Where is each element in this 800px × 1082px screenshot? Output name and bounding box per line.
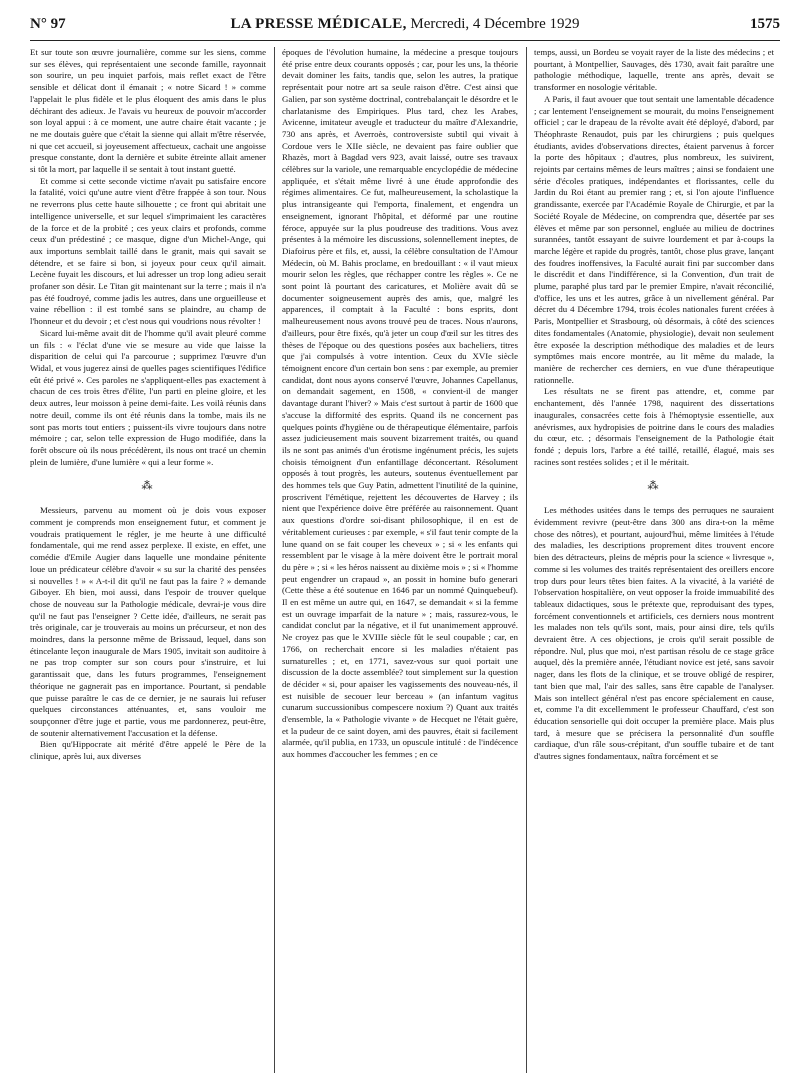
column-rule-right: [526, 47, 527, 1073]
text-column-3: [534, 47, 774, 1073]
paragraph: temps, aussi, un Bordeu se voyait rayer de la liste des médecins ; et pourtant, à Montpellier, Sauvages, dès 1730, avait fait paraître une pathologie méthodique, laquelle, trente ans après, devait se transformer en nosologie véritable.: [534, 47, 774, 93]
running-title: [30, 16, 780, 33]
paragraph: Messieurs, parvenu au moment où je dois vous exposer comment je comprends mon enseignement futur, et comment je voudrais pratiquement le régler, je me heurte à une difficulté fondamentale, qui me rend assez perplexe. Il existe, en effet, une comédie d'Emile Augier dans laquelle une mondaine pénitente loue un prédicateur célèbre d'avoir « su sur la charité des pensées si nouvelles ! » « A-t-il dit qu'il ne faut pas la faire ? » demande Giboyer. Eh bien, moi aussi, dans l'espoir de trouver quelque chose de nouveau sur la Pathologie médicale, devrai-je vous dire qu'il ne faut pas l'enseigner ? Cette idée, d'ailleurs, ne serait pas très originale, car je trouverais au moins un précurseur, et non des moindres, dans la personne même de Brissaud, lequel, dans son étincelante leçon inaugurale de Mars 1905, invitait son auditoire à ne pas trop compter sur son cours pour s'instruire, et lui garantissait que, dans les futurs programmes, l'enseignement théorique ne gagnerait pas en importance. Pourtant, si pendable que puisse paraître le cas de ce dernier, je ne saurais lui refuser quelques circonstances atténuantes, et, sans vouloir me soupçonner d'être juge et partie, vous me pardonnerez, peut-être, de soutenir alternativement l'accusation et la défense.: [30, 505, 266, 738]
issue-number: N° 97: [30, 16, 66, 32]
paragraph: A Paris, il faut avouer que tout sentait une lamentable décadence ; car lentement l'enseignement se mourait, du moins l'enseignement officiel ; car le drapeau de la révolte avait été déployé, d'abord, par Théophraste Renaudot, puis par les chirurgiens ; puis quelques étudiants, avides d'observations directes, étaient parvenus à forcer la porte des hôpitaux ; d'autres, plus nombreux, les suivirent, rejoints par certains mêmes de leurs maîtres ; ainsi se fondaient une série d'écoles pratiques, indépendantes et florissantes, celle du Jardin du Roi étant au premier rang ; et, si l'on ajoute l'influence grandissante, exercée par l'Académie Royale de Chirurgie, et par la Société Royale de Médecine, on comprendra que, désertée par ses élèves et même par son personnel, engluée au milieu de doctrines surannées, tantôt essayant de suivre lourdement et par à-coups la marche légère et rapide du progrès, tantôt, chose plus grave, lançant des foudres inoffensives, la Faculté aurait fini par succomber dans le discrédit et dans l'indifférence, si la Convention, d'un trait de plume, paraphé plus tard par le premier Empire, n'avait réconcilié, d'office, les uns et les autres, grâce à un nivellement général. Par décret du 4 Décembre 1794, trois écoles nationales furent créées à Paris, Montpellier et Strasbourg, où désormais, à côté des sciences dites fondamentales (Anatomie, physiologie), devait non seulement être exposée la description méthodique des maladies et de leurs symptômes mais encore montrée, au lit même du malade, la manière de rechercher ces derniers, en vue d'une thérapeutique rationnelle.: [534, 93, 774, 385]
paragraph: Sicard lui-même avait dit de l'homme qu'il avait pleuré comme un fils : « l'éclat d'une vie se mesure au vide que laisse la disparition de celui qui l'a parcourue ; supprimez l'œuvre d'un Widal, et vous jugerez ainsi de quelles pages scientifiques l'édifice eût été privé ». Ces paroles ne s'appliquent-elles pas exactement à chacun de ces trois êtres d'élite, l'un parti en pleine gloire, et les deux autres, leur moisson à peine demi-faite. Les voilà réunis dans notre deuil, comme ils ont été réunis dans la tombe, mais ils ne sont pas morts tout entiers ; puissent-ils vivre toujours dans notre mémoire ; car, selon telle expression de Hugo modifiée, dans la forêt obscure où ils nous précédèrent, ils nous ont tracé un chemin plein de lumière, d'une lumière « qui a leur forme ».: [30, 327, 266, 467]
section-separator: ⁂: [647, 480, 661, 493]
text-column-2: [282, 47, 518, 1073]
page-header: [30, 14, 780, 41]
paragraph: Et comme si cette seconde victime n'avait pu satisfaire encore la fatalité, voici qu'une autre vient d'être frappée à son tour. Nous ne reverrons plus cette haute silhouette ; ce front qui abritait une intelligence universelle, et sur lequel s'imprimaient les caractères de la force et de la probité ; ces yeux clairs et profonds, comme ceux d'un prédestiné ; ce masque, digne d'un Michel-Ange, qui aux importuns semblait taillé dans le granit, mais qui savait se détendre, et se faire si bon, si joyeux pour ceux qu'il aimait. Lecène fuyait les discours, et lui adresser un trop long adieu serait profaner son désir. Le Titan git maintenant sur la terre ; mais il n'a pas été foudroyé, comme jadis les autres, dans une orgueilleuse et vaine rébellion : il est tombé sans se plaindre, au champ de l'honneur et du devoir ; et c'est nous qui voudrions nous révolter !: [30, 175, 266, 327]
column-rule-left: [274, 47, 275, 1073]
paragraph: Bien qu'Hippocrate ait mérité d'être appelé le Père de la clinique, après lui, aux diverses: [30, 739, 266, 762]
paragraph: époques de l'évolution humaine, la médecine a presque toujours été prise entre deux courants opposés ; car, pour les uns, la théorie devait dominer les faits, tandis que, selon les autres, la pratique représentait pour notre art sa seule raison d'être. C'est ainsi que Galien, par son système doctrinal, contrebalançait le désordre et le charlatanisme des Empiriques. Plus tard, chez les Arabes, Avicenne, imitateur aveugle et traducteur du maître d'Alexandrie, 730 ans après, et Averroès, controversiste subtil qui vivait à Cordoue vers le XIIe siècle, ne devaient pas faire oublier que Rhazès, mort à Bagdad vers 923, avait laissé, outre ses travaux célèbres sur la variole, une remarquable encyclopédie de médecine appliquée, et s'était même livré à une étude approfondie des régimes alimentaires. Ce fut, malheureusement, la scholastique la plus intransigeante qui l'emporta, finalement, et engendra un enseignement, ignorant l'hôpital, et déformé par une routine féroce, appuyée sur la plus poudreuse des traditions. Vous avez présentes à la mémoire les discussions, solennellement ineptes, de Diafoirus père et fils, et, aussi, la célèbre consultation de l'Amour Médecin, où M. Bahis proclame, en bredouillant : « il vaut mieux mourir selon les règles, que réchapper contre les règles ». Ce ne sont point là pourtant des caricatures, et Molière avait dû se documenter soigneusement auprès des amis, que, malgré les apparences, il comptait à la Faculté : bons esprits, dont malheureusement nous avons trouvé peu de traces. Nous n'aurons, d'ailleurs, pour être fixés, qu'à jeter un coup d'œil sur les titres des thèses de l'époque ou des questions posées aux bacheliers, titres que j'ai compulsés à votre intention. Ceux du XVIe siècle témoignent encore d'un certain bon sens : par exemple, au premier candidat, dont nous ayons conservé l'œuvre, Johannes Capellanus, on demandait sagement, en 1508, « convient-il de manger davantage durant l'hiver? » Mais c'est surtout à partir de 1600 que s'accuse la difformité des esprits. Quand ils ne concernent pas quelques points d'hygiène ou de thérapeutique élémentaire, parfois assez judicieusement mais souvent bizarrement traités, ou quand ils ne sont pas animés d'un érotisme ingénument précis, les sujets choisis témoignent d'un enfantillage déconcertant. Résolument opposés à tout progrès, les auteurs, soutenus éventuellement par des hommes tels que Guy Patin, admettent l'inutilité de la quinine, proscrivent l'émétique, rejettent les découvertes de Harvey ; ils nient que l'expérience doive être préférée au raisonnement. Quant aux questions d'ordre soi-disant philosophique, il en est de véritablement curieuses : par exemple, « s'il faut tenir compte de la lune quand on se fait couper les cheveux » ; si « les enfants qui ressemblent par le visage à la mère doivent être le portrait moral du père » ; si « les héros naissent au dixième mois » ; si « l'homme peut engendrer un crapaud », an possit in homine bufo generari (Cette thèse a été soutenue en 1646 par un nommé Quinquebeuf). Il en est même un autre qui, en 1647, se demandait « si la femme est un ouvrage imparfait de la nature » ; mais, rassurez-vous, le candidat conclut par la négative, et il fut unanimement approuvé. Ne croyez pas que le XVIIIe siècle fût le seul coupable ; car, en 1766, on recherchait encore si les maladies n'étaient pas surnaturelles ; et, en 1771, savez-vous sur quoi portait une discussion de la docte assemblée? tout simplement sur la question de décider « si, pour apaiser les vagissements des nouveau-nés, il est nuisible de secouer leur berceau » (an infantum vagitus cunarum succussionibus compescere noxium ?) Quant aux traités d'ensemble, la « Pathologie vivante » de Hecquet ne l'était guère, et la pudeur de ce saint doyen, ami des pauvres, était si facilement alarmée, qu'il publia, en 1733, un opuscule intitulé : de l'indécence aux hommes d'accoucher les femmes ; en ce: [282, 47, 518, 760]
paragraph: Les méthodes usitées dans le temps des perruques ne sauraient évidemment revivre (peut-être dans 300 ans dira-t-on la même chose des nôtres), et pourtant, aujourd'hui, même limitées à l'étude des maladies, les descriptions proprement dites trouvent encore bien des détracteurs, pleins de mépris pour la science « livresque », comme si les volumes des traités représentaient des oreillers encore trop durs pour leurs têtes bien faites. A la vivacité, à la variété de l'observation hospitalière, on veut opposer la froide immuabilité des tableaux didactiques, sous le prétexte que, reproduisant des types, forcément conventionnels et artificiels, ces derniers nous montrent les malades non tels qu'ils sont, mais, pour ainsi dire, tels qu'ils devraient être. A ces objections, je crois qu'il serait possible de répondre. Nul, plus que moi, n'est partisan résolu de ce stage grâce auquel, dès la première année, l'étudiant novice est jeté, sans savoir nager, dans les flots de la clinique, et se trouve obligé de respirer, tant bien que mal, l'air des salles, sans être capable de l'analyser. Mais son intellect général n'est pas encore spécialement en cause, et, comme l'a dit excellemment le professeur Chauffard, c'est son éducation sensorielle qui doit occuper la première place. Mais plus tard, à mesure que se précisera la personnalité d'un souffle cardiaque, d'un râle sous-crépitant, d'un souffle tubaire et de tant d'autres signes fondamentaux, naîtra forcément et se: [534, 505, 774, 762]
issue-date: Mercredi, 4 Décembre 1929: [410, 16, 580, 32]
text-column-1: [30, 47, 266, 1073]
paragraph: Et sur toute son œuvre journalière, comme sur les siens, comme sur ses élèves, qui représentaient une seconde famille, rayonnait son sourire, un peu inquiet parfois, mais reflet exact de l'être sensible et délicat dont il émanait ; « notre Sicard ! » comme l'appelait le plus fidèle et le plus éloquent des amis dans le plus déchirant des adieux. Je l'avais vu heureux de pouvoir m'accorder son loyal appui : à ce moment, une autre chaire était vacante ; je ne me doutais guère que c'était la sienne qui allait m'être réservée, ni que cet accueil, si joyeusement affectueux, cachait une angoisse presque constante, dont la dernière et subite étreinte allait amener si tôt la mort, par laquelle il se sentait à tout instant guetté.: [30, 47, 266, 175]
section-separator: ⁂: [141, 480, 155, 493]
publication-title: LA PRESSE MÉDICALE,: [230, 16, 407, 32]
page-number: 1575: [750, 16, 780, 32]
paragraph: Les résultats ne se firent pas attendre, et, comme par enchantement, dès l'année 1798, naquirent des dissertations inaugurales, consacrées cette fois à l'hémoptysie essentielle, aux anévrismes, aux hydropisies de poitrine dans le cours des maladies du cœur, etc. ; désormais l'enseignement de la Pathologie était fondé ; depuis lors, l'arbre a été taillé, retaillé, élagué, mais ses racines sont restées solides ; et il le méritait.: [534, 386, 774, 467]
